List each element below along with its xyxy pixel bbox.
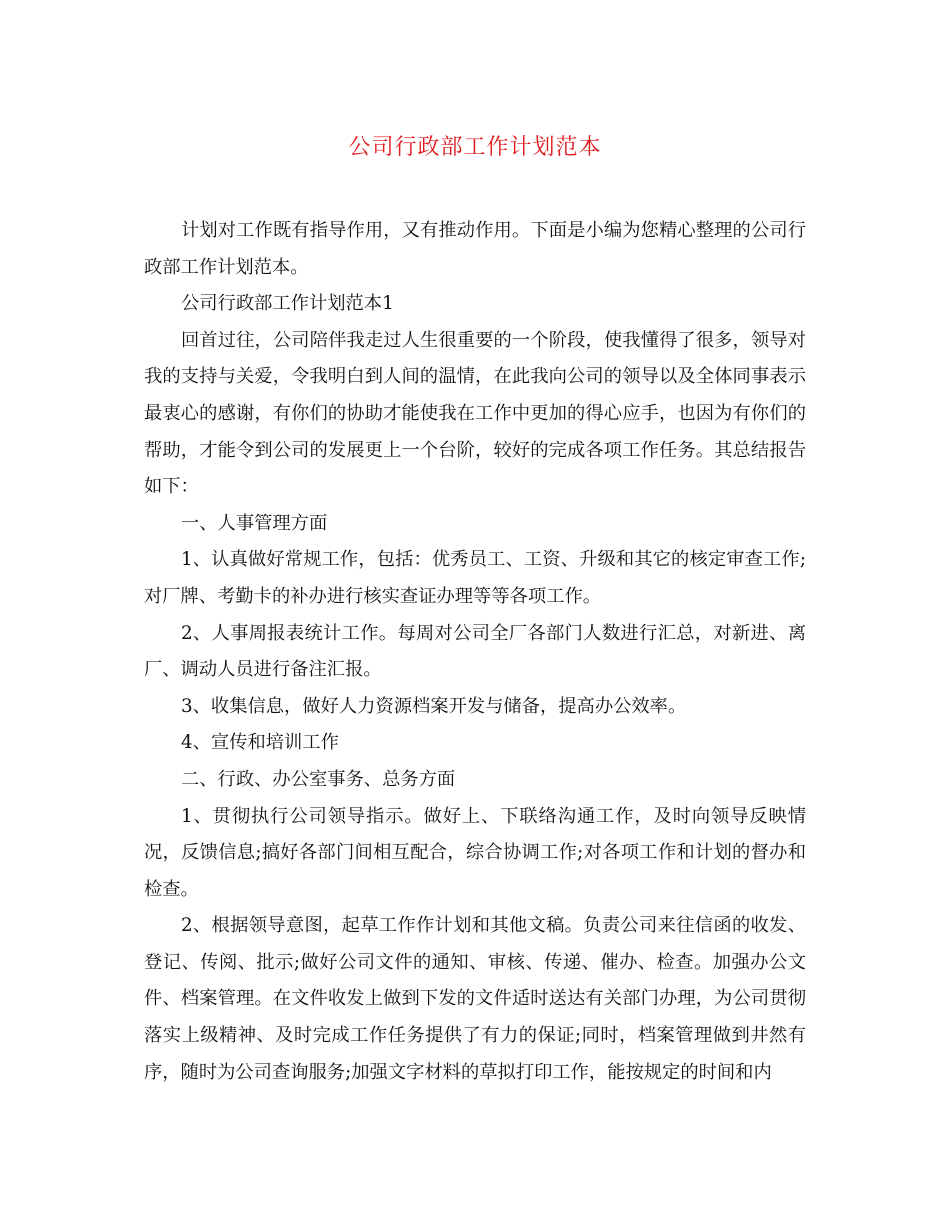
section-heading-sample-1: 公司行政部工作计划范本1 — [181, 293, 394, 315]
list-item-personnel-2: 2、人事周报表统计工作。每周对公司全厂各部门人数进行汇总，对新进、离厂、调动人员进行备注汇报。 — [144, 622, 806, 681]
list-item-admin-2: 2、根据领导意图，起草工作作计划和其他文稿。负责公司来往信函的收发、登记、传阅、批示;做好公司文件的通知、审核、传递、催办、检查。加强办公文件、档案管理。在文件收发上做到下发的文件适时送达有关部门办理，为公司贯彻落实上级精神、及时完成工作任务提供了有力的保证;同时，档案管理做到井然有序，随时为公司查询服务;加强文字材料的草拟打印工作，能按规定的时间和内 — [144, 915, 806, 1083]
document-body — [144, 213, 806, 1091]
paragraph-intro: 计划对工作既有指导作用，又有推动作用。下面是小编为您精心整理的公司行政部工作计划范本。 — [144, 220, 806, 278]
section-heading-personnel: 一、人事管理方面 — [181, 512, 328, 534]
paragraph-review: 回首过往，公司陪伴我走过人生很重要的一个阶段，使我懂得了很多，领导对我的支持与关爱，令我明白到人间的温情，在此我向公司的领导以及全体同事表示最衷心的感谢，有你们的协助才能使我在工作中更加的得心应手，也因为有你们的帮助，才能令到公司的发展更上一个台阶，较好的完成各项工作任务。其总结报告如下： — [144, 329, 806, 498]
list-item-personnel-3: 3、收集信息，做好人力资源档案开发与储备，提高办公效率。 — [181, 695, 687, 717]
list-item-personnel-4: 4、宣传和培训工作 — [181, 732, 339, 754]
document-title: 公司行政部工作计划范本 — [348, 135, 602, 160]
section-heading-admin: 二、行政、办公室事务、总务方面 — [181, 768, 456, 790]
list-item-personnel-1: 1、认真做好常规工作，包括：优秀员工、工资、升级和其它的核定审查工作;对厂牌、考勤卡的补办进行核实查证办理等等各项工作。 — [144, 549, 806, 607]
list-item-admin-1: 1、贯彻执行公司领导指示。做好上、下联络沟通工作，及时向领导反映情况，反馈信息;搞好各部门间相互配合，综合协调工作;对各项工作和计划的督办和检查。 — [144, 805, 806, 900]
